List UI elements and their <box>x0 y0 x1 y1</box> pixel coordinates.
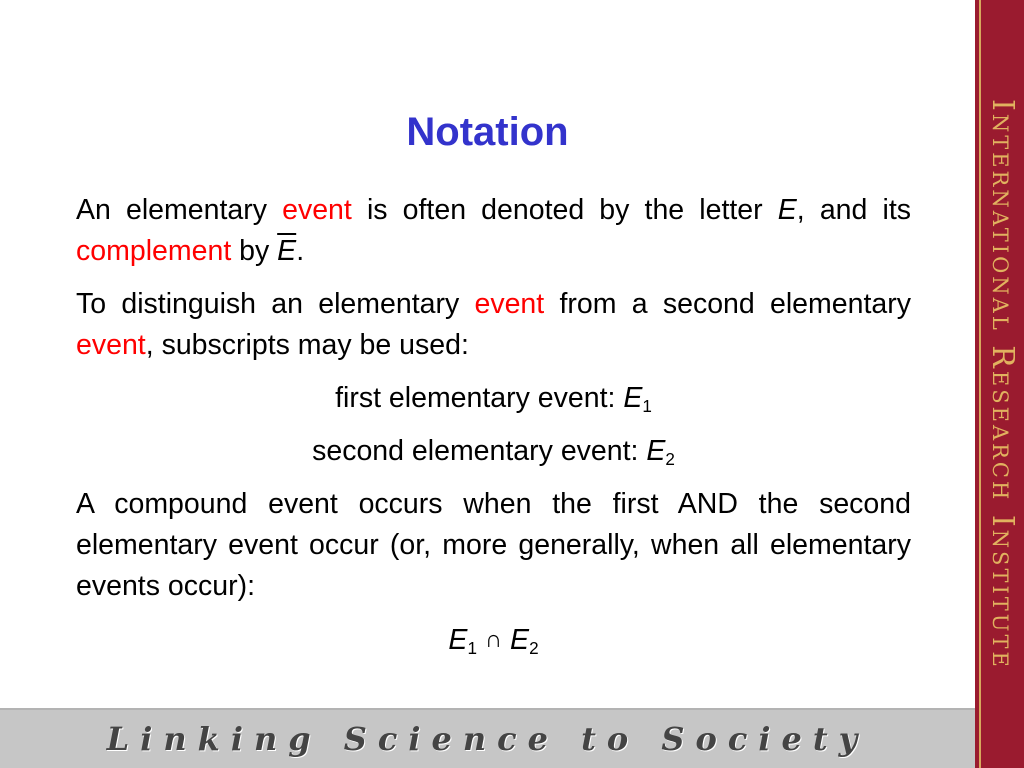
subscript: 1 <box>642 397 652 417</box>
slide-content <box>76 190 911 673</box>
text: from a second elementary <box>544 288 911 320</box>
paragraph-notation <box>76 190 911 272</box>
text: , subscripts may be used: <box>145 329 469 361</box>
footer-banner <box>0 708 975 768</box>
subscript: 2 <box>529 639 539 659</box>
subscript: 1 <box>467 639 477 659</box>
variable-e2: E <box>510 624 530 656</box>
text: An elementary <box>76 194 283 226</box>
variable-e-bar: $\overline{E}$ <box>277 235 297 267</box>
second-event-line <box>76 431 911 472</box>
first-event-line <box>76 378 911 419</box>
variable-e1: E <box>623 382 643 414</box>
variable-e1: E <box>448 624 468 656</box>
sidebar-banner <box>975 0 1024 768</box>
slide-title: Notation <box>406 110 569 154</box>
footer-slogan: Linking Science to Society <box>106 720 869 758</box>
paragraph-compound: A compound event occurs when the first AND the second elementary event occur (or, more generally, when all elementary events occur): <box>76 488 911 602</box>
text: . <box>296 235 305 267</box>
label: first elementary event: <box>335 382 624 414</box>
term-event: event <box>474 288 545 320</box>
term-event: event <box>76 329 146 361</box>
text: is often denoted by the letter <box>351 194 778 226</box>
term-event: event <box>282 194 352 226</box>
text: To distinguish an elementary <box>76 288 475 320</box>
institute-name: International Research Institute <box>985 98 1020 670</box>
text: , and its <box>796 194 911 226</box>
subscript: 2 <box>665 450 675 470</box>
intersection-symbol: ∩ <box>484 626 503 653</box>
text: by <box>231 235 278 267</box>
term-complement: complement <box>76 235 232 267</box>
paragraph-subscripts <box>76 284 911 366</box>
variable-e2: E <box>646 435 666 467</box>
formula-intersection <box>76 619 911 661</box>
label: second elementary event: <box>312 435 647 467</box>
variable-e: E <box>777 194 797 226</box>
